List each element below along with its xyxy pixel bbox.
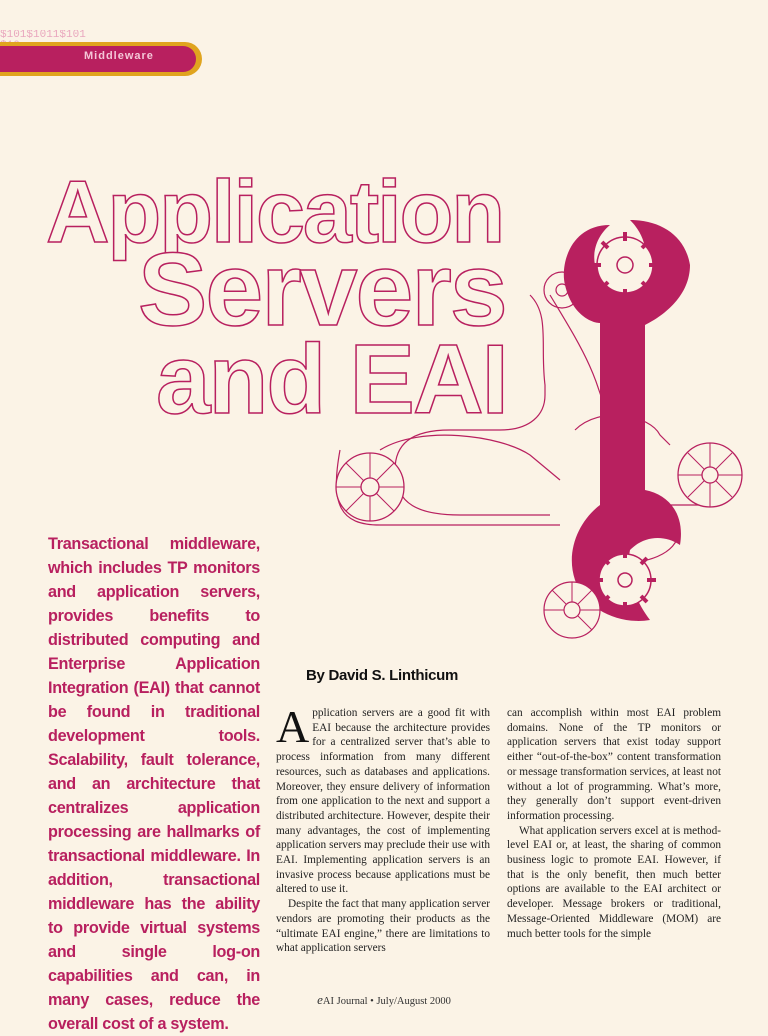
gear-icon (544, 582, 600, 638)
page-footer (0, 992, 768, 1008)
drop-cap: A (276, 701, 310, 752)
gear-icon (336, 453, 404, 521)
sidebar-summary: Transactional middleware, which includes TP monitors and application servers, provides benefits to distributed computing and Enterprise Application Integration (EAI) that cannot be found in traditional development tools. Scalability, fault tolerance, and an architecture that centralizes application processing are hallmarks of transactional middleware. In addition, transactional middleware has the ability to provide virtual systems and single log-on capabilities and can, in many cases, reduce the overall cost of a system. (48, 535, 260, 1033)
footer-text: AI Journal • July/August 2000 (322, 996, 451, 1007)
article-column-1 (276, 701, 491, 956)
byline: By David S. Linthicum (306, 667, 459, 684)
wire (380, 435, 560, 480)
gear-icon (594, 549, 656, 611)
gear-icon (678, 443, 742, 507)
article-column-2 (507, 706, 721, 941)
paragraph: Despite the fact that many application server vendors are promoting their products as the “ultimate EAI engine,” there are limitations to what application servers (276, 898, 491, 955)
section-label: Middleware (84, 50, 154, 62)
paragraph (276, 701, 490, 897)
title-line-1: Application (46, 162, 504, 261)
paragraph: can accomplish within most EAI problem domains. None of the TP monitors or application servers that exist today support either “out-of-the-box” content transformation or message transformation services, at least not without a lot of programming. What’s more, they generally don’t support event-driven information processing. (507, 707, 721, 822)
paragraph: What application servers excel at is method-level EAI or, at least, the sharing of common business logic to promote EAI. However, if that is the only benefit, then much better options are available to the EAI architect or developer. Message brokers or traditional, Message-Oriented Middleware (MOM) are much better tools for the simple (507, 824, 721, 940)
paragraph-text: pplication servers are a good fit with EAI because the architecture provides for a centralized server that’s able to process information from many different resources, such as databases and applications. Moreover, they ensure delivery of information from one application to the next and support a distributed architecture. However, despite their many advantages, the cost of implementing application servers may preclude their use with EAI. Implementing application servers is an invasive process because applications must be altered to use it. (276, 707, 490, 896)
footer-prefix: e (317, 992, 323, 1007)
title-line-3: and EAI (156, 324, 507, 434)
title-line-2: Servers (138, 232, 506, 348)
binary-pattern: $101$1011$101 (0, 30, 86, 41)
